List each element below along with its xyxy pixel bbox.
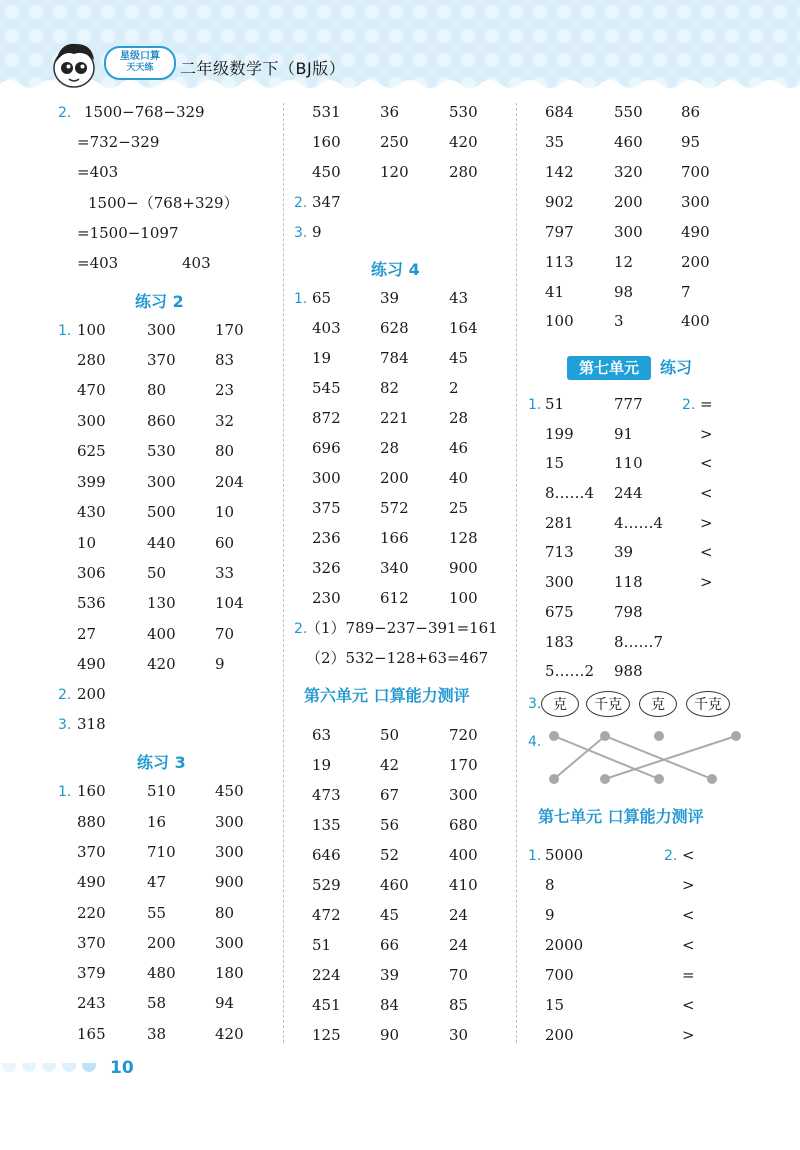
- answer-cell: 41: [545, 283, 565, 301]
- question-number: 1.: [528, 848, 542, 864]
- answer-cell: 530: [449, 103, 478, 121]
- question-number: 1.: [58, 784, 72, 800]
- answer-cell: 798: [614, 603, 643, 621]
- question-number: 3.: [294, 225, 308, 241]
- answer-cell: 160: [312, 133, 341, 151]
- answer-cell: 16: [147, 813, 167, 831]
- answer-cell: 200: [147, 934, 176, 952]
- answer-cell: 8……7: [614, 633, 664, 651]
- section-title: 练习 2: [135, 292, 184, 311]
- answer-cell: 900: [449, 559, 478, 577]
- answer-cell: 420: [449, 133, 478, 151]
- section-title: 练习 4: [371, 260, 420, 279]
- answer-cell: 63: [312, 726, 332, 744]
- answer-cell: 700: [681, 163, 710, 181]
- answer-cell: 572: [380, 499, 409, 517]
- answer-cell: >: [700, 514, 713, 532]
- answer-cell: 70: [449, 966, 469, 984]
- answer-cell: 28: [449, 409, 469, 427]
- question-number: 2.: [664, 848, 678, 864]
- answer-cell: 60: [215, 534, 235, 552]
- answer-cell: 680: [449, 816, 478, 834]
- answer-cell: 200: [77, 685, 106, 703]
- answer-line: 403: [182, 254, 211, 272]
- answer-line: =1500−1097: [77, 224, 179, 242]
- answer-cell: 880: [77, 813, 106, 831]
- answer-cell: 200: [681, 253, 710, 271]
- answer-cell: 23: [215, 381, 235, 399]
- unit-label-box: 第七单元: [567, 356, 651, 380]
- answer-cell: 24: [449, 936, 469, 954]
- answer-cell: 646: [312, 846, 341, 864]
- answer-cell: 39: [614, 543, 634, 561]
- answer-cell: 2000: [545, 936, 584, 954]
- answer-cell: 797: [545, 223, 574, 241]
- section-title: 练习 3: [137, 753, 186, 772]
- question-number: 1.: [294, 291, 308, 307]
- answer-cell: 10: [215, 503, 235, 521]
- answer-cell: 490: [77, 873, 106, 891]
- answer-cell: 900: [215, 873, 244, 891]
- match-dot: [707, 774, 717, 784]
- answer-cell: 8……4: [545, 484, 595, 502]
- answer-cell: 32: [215, 412, 235, 430]
- answer-cell: 84: [380, 996, 400, 1014]
- answer-cell: <: [700, 454, 713, 472]
- badge-line2: 天天练: [126, 63, 154, 73]
- match-dot: [731, 731, 741, 741]
- answer-cell: 67: [380, 786, 400, 804]
- question-number: 3.: [58, 717, 72, 733]
- answer-cell: 326: [312, 559, 341, 577]
- answer-cell: >: [682, 876, 695, 894]
- answer-cell: 50: [380, 726, 400, 744]
- answer-cell: 80: [215, 442, 235, 460]
- answer-cell: 36: [380, 103, 400, 121]
- answer-cell: 300: [545, 573, 574, 591]
- match-dot: [600, 731, 610, 741]
- question-number: 2.: [58, 105, 72, 121]
- answer-cell: 872: [312, 409, 341, 427]
- answer-cell: 38: [147, 1025, 167, 1043]
- answer-cell: 50: [147, 564, 167, 582]
- answer-cell: 460: [614, 133, 643, 151]
- answer-line: =732−329: [77, 133, 160, 151]
- answer-cell: <: [682, 936, 695, 954]
- answer-cell: 42: [380, 756, 400, 774]
- answer-cell: 281: [545, 514, 574, 532]
- answer-cell: 45: [449, 349, 469, 367]
- mascot-icon: [50, 38, 98, 88]
- answer-cell: 9: [215, 655, 225, 673]
- answer-cell: 490: [77, 655, 106, 673]
- answer-cell: 39: [380, 289, 400, 307]
- footer-decoration: [82, 1063, 96, 1072]
- answer-cell: 47: [147, 873, 167, 891]
- answer-cell: 784: [380, 349, 409, 367]
- answer-cell: 696: [312, 439, 341, 457]
- answer-cell: 340: [380, 559, 409, 577]
- answer-cell: 777: [614, 395, 643, 413]
- answer-cell: >: [700, 425, 713, 443]
- question-number: 2.: [58, 687, 72, 703]
- answer-cell: 700: [545, 966, 574, 984]
- answer-cell: 7: [681, 283, 691, 301]
- circled-unit: 千克: [586, 691, 630, 717]
- answer-cell: 403: [312, 319, 341, 337]
- answer-cell: 5000: [545, 846, 584, 864]
- answer-cell: 200: [614, 193, 643, 211]
- answer-cell: 19: [312, 349, 332, 367]
- answer-cell: 473: [312, 786, 341, 804]
- answer-cell: 545: [312, 379, 341, 397]
- answer-cell: 280: [449, 163, 478, 181]
- answer-cell: 180: [215, 964, 244, 982]
- answer-cell: 45: [380, 906, 400, 924]
- badge-line1: 星级口算: [120, 51, 160, 62]
- answer-cell: 530: [147, 442, 176, 460]
- answer-cell: 58: [147, 994, 167, 1012]
- answer-cell: 4……4: [614, 514, 664, 532]
- circled-unit: 千克: [686, 691, 730, 717]
- answer-cell: 300: [147, 321, 176, 339]
- answer-cell: 39: [380, 966, 400, 984]
- series-badge: [104, 46, 176, 80]
- page-header: [0, 0, 800, 88]
- page-number: 10: [110, 1058, 134, 1078]
- answer-cell: 113: [545, 253, 574, 271]
- section-title: 练习: [660, 358, 693, 377]
- answer-cell: 320: [614, 163, 643, 181]
- answer-cell: 500: [147, 503, 176, 521]
- answer-cell: 66: [380, 936, 400, 954]
- answer-cell: 200: [380, 469, 409, 487]
- answer-cell: 200: [545, 1026, 574, 1044]
- answer-cell: <: [700, 543, 713, 561]
- circled-unit: 克: [541, 691, 579, 717]
- answer-cell: 3: [614, 312, 624, 330]
- answer-cell: 28: [380, 439, 400, 457]
- answer-cell: 130: [147, 594, 176, 612]
- answer-cell: 55: [147, 904, 167, 922]
- answer-cell: 51: [312, 936, 332, 954]
- answer-cell: 550: [614, 103, 643, 121]
- answer-cell: 300: [312, 469, 341, 487]
- answer-cell: 220: [77, 904, 106, 922]
- answer-cell: 221: [380, 409, 409, 427]
- answer-cell: 24: [449, 906, 469, 924]
- answer-cell: 902: [545, 193, 574, 211]
- answer-cell: 510: [147, 782, 176, 800]
- answer-cell: 46: [449, 439, 469, 457]
- answer-cell: 51: [545, 395, 565, 413]
- question-number: 2.: [294, 195, 308, 211]
- answer-cell: 300: [449, 786, 478, 804]
- question-number: 4.: [528, 734, 542, 750]
- question-number: 3.: [528, 696, 542, 712]
- answer-cell: 490: [681, 223, 710, 241]
- match-dot: [654, 774, 664, 784]
- answer-cell: 236: [312, 529, 341, 547]
- answer-cell: 318: [77, 715, 106, 733]
- answer-cell: 128: [449, 529, 478, 547]
- answer-cell: 125: [312, 1026, 341, 1044]
- answer-cell: 80: [215, 904, 235, 922]
- answer-cell: 9: [545, 906, 555, 924]
- answer-line: 1500−（768+329）: [88, 194, 239, 212]
- answer-cell: <: [682, 906, 695, 924]
- answer-cell: 430: [77, 503, 106, 521]
- answer-cell: 25: [449, 499, 469, 517]
- answer-cell: 224: [312, 966, 341, 984]
- answer-cell: 170: [449, 756, 478, 774]
- answer-cell: 243: [77, 994, 106, 1012]
- answer-cell: 480: [147, 964, 176, 982]
- question-number: 2.: [294, 621, 308, 637]
- footer-decoration: [2, 1063, 16, 1072]
- answer-cell: 94: [215, 994, 235, 1012]
- answer-cell: 160: [77, 782, 106, 800]
- answer-cell: 43: [449, 289, 469, 307]
- answer-cell: 12: [614, 253, 634, 271]
- answer-cell: 531: [312, 103, 341, 121]
- answer-cell: 52: [380, 846, 400, 864]
- answer-cell: 625: [77, 442, 106, 460]
- answer-cell: 244: [614, 484, 643, 502]
- answer-cell: 33: [215, 564, 235, 582]
- answer-line: =403: [77, 163, 119, 181]
- question-number: 1.: [528, 397, 542, 413]
- answer-cell: 170: [215, 321, 244, 339]
- answer-cell: 70: [215, 625, 235, 643]
- answer-cell: 30: [449, 1026, 469, 1044]
- answer-cell: 183: [545, 633, 574, 651]
- answer-cell: 472: [312, 906, 341, 924]
- answer-cell: 410: [449, 876, 478, 894]
- answer-cell: 300: [614, 223, 643, 241]
- answer-cell: 10: [77, 534, 97, 552]
- answer-cell: 100: [449, 589, 478, 607]
- column-divider: [283, 103, 284, 1043]
- answer-cell: 83: [215, 351, 235, 369]
- answer-cell: 85: [449, 996, 469, 1014]
- answer-cell: <: [682, 846, 695, 864]
- answer-cell: =: [682, 966, 695, 984]
- answer-cell: 35: [545, 133, 565, 151]
- answer-cell: 612: [380, 589, 409, 607]
- answer-cell: 120: [380, 163, 409, 181]
- answer-cell: 400: [681, 312, 710, 330]
- answer-cell: >: [700, 573, 713, 591]
- answer-cell: 450: [312, 163, 341, 181]
- answer-cell: 536: [77, 594, 106, 612]
- answer-cell: 5……2: [545, 662, 595, 680]
- answer-cell: 300: [215, 813, 244, 831]
- answer-cell: 110: [614, 454, 643, 472]
- question-number: 1.: [58, 323, 72, 339]
- answer-cell: 300: [215, 843, 244, 861]
- answer-cell: 8: [545, 876, 555, 894]
- question-number: 2.: [682, 397, 696, 413]
- answer-cell: 713: [545, 543, 574, 561]
- answer-cell: 684: [545, 103, 574, 121]
- answer-cell: 100: [545, 312, 574, 330]
- answer-cell: 19: [312, 756, 332, 774]
- answer-cell: 65: [312, 289, 332, 307]
- circled-unit: 克: [639, 691, 677, 717]
- answer-cell: 988: [614, 662, 643, 680]
- answer-cell: 118: [614, 573, 643, 591]
- answer-cell: 710: [147, 843, 176, 861]
- answer-cell: 420: [147, 655, 176, 673]
- answer-cell: 460: [380, 876, 409, 894]
- answer-cell: 135: [312, 816, 341, 834]
- match-dot: [654, 731, 664, 741]
- answer-cell: 300: [147, 473, 176, 491]
- answer-cell: 379: [77, 964, 106, 982]
- answer-cell: 100: [77, 321, 106, 339]
- answer-cell: 370: [77, 934, 106, 952]
- match-dot: [600, 774, 610, 784]
- answer-cell: 82: [380, 379, 400, 397]
- answer-cell: 440: [147, 534, 176, 552]
- answer-cell: 90: [380, 1026, 400, 1044]
- answer-cell: 91: [614, 425, 634, 443]
- answer-cell: 40: [449, 469, 469, 487]
- answer-cell: 628: [380, 319, 409, 337]
- answer-cell: 306: [77, 564, 106, 582]
- book-title: 二年级数学下（BJ版）: [180, 59, 346, 78]
- answer-cell: 104: [215, 594, 244, 612]
- matching-diagram: [546, 727, 758, 787]
- answer-cell: 80: [147, 381, 167, 399]
- answer-cell: 86: [681, 103, 701, 121]
- answer-cell: 15: [545, 454, 565, 472]
- answer-cell: 164: [449, 319, 478, 337]
- answer-cell: 399: [77, 473, 106, 491]
- answer-cell: 15: [545, 996, 565, 1014]
- footer-decoration: [22, 1063, 36, 1072]
- answer-cell: 95: [681, 133, 701, 151]
- answer-cell: =: [700, 395, 713, 413]
- answer-cell: 199: [545, 425, 574, 443]
- answer-cell: 370: [147, 351, 176, 369]
- answer-cell: 529: [312, 876, 341, 894]
- answer-cell: 300: [215, 934, 244, 952]
- column-divider: [516, 103, 517, 1043]
- answer-cell: 230: [312, 589, 341, 607]
- answer-cell: 250: [380, 133, 409, 151]
- answer-cell: 720: [449, 726, 478, 744]
- answer-cell: 347: [312, 193, 341, 211]
- footer-decoration: [42, 1063, 56, 1072]
- match-dot: [549, 731, 559, 741]
- answer-cell: 451: [312, 996, 341, 1014]
- match-dot: [549, 774, 559, 784]
- answer-cell: >: [682, 1026, 695, 1044]
- answer-cell: 400: [449, 846, 478, 864]
- answer-cell: 280: [77, 351, 106, 369]
- answer-cell: 165: [77, 1025, 106, 1043]
- answer-cell: 375: [312, 499, 341, 517]
- answer-cell: 9: [312, 223, 322, 241]
- answer-cell: 400: [147, 625, 176, 643]
- answer-cell: <: [682, 996, 695, 1014]
- answer-line: （1）789−237−391=161: [306, 619, 498, 637]
- answer-line: =403: [77, 254, 119, 272]
- answer-cell: 204: [215, 473, 244, 491]
- answer-cell: 300: [681, 193, 710, 211]
- answer-cell: 470: [77, 381, 106, 399]
- answer-cell: 450: [215, 782, 244, 800]
- answer-cell: 860: [147, 412, 176, 430]
- answer-cell: 370: [77, 843, 106, 861]
- answer-cell: 2: [449, 379, 459, 397]
- answer-cell: 420: [215, 1025, 244, 1043]
- answer-cell: 98: [614, 283, 634, 301]
- answer-cell: 166: [380, 529, 409, 547]
- section-title: 第六单元 口算能力测评: [304, 686, 470, 705]
- section-title: 第七单元 口算能力测评: [538, 807, 704, 826]
- answer-cell: 675: [545, 603, 574, 621]
- answer-line: （2）532−128+63=467: [306, 649, 489, 667]
- answer-cell: 142: [545, 163, 574, 181]
- footer-decoration: [62, 1063, 76, 1072]
- answer-cell: 27: [77, 625, 97, 643]
- answer-cell: 300: [77, 412, 106, 430]
- answer-line: 1500−768−329: [84, 103, 205, 121]
- answer-cell: <: [700, 484, 713, 502]
- answer-cell: 56: [380, 816, 400, 834]
